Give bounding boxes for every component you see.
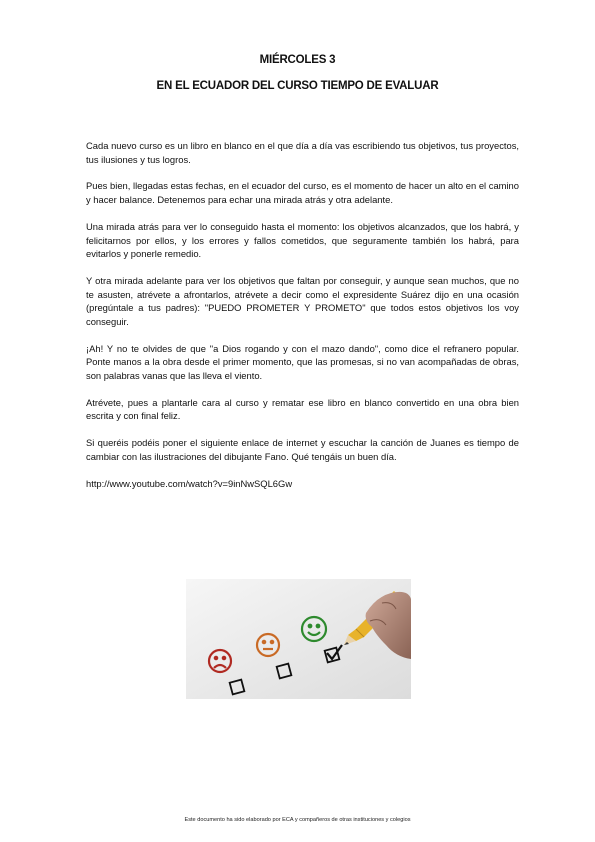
paragraph: Atrévete, pues a plantarle cara al curso y rematar ese libro en blanco convertido en una obra bien escrita y con final feliz. — [86, 396, 519, 422]
paragraph: Pues bien, llegadas estas fechas, en el ecuador del curso, es el momento de hacer un alto en el camino y hacer balance. Detenemos para echar una mirada atrás y otra adelante. — [86, 180, 519, 206]
youtube-link[interactable]: http://www.youtube.com/watch?v=9inNwSQL6Gw — [86, 477, 293, 489]
page-footer: Este documento ha sido elaborado por ECA y compañeros de otras instituciones y colegios — [184, 817, 411, 823]
paragraph: ¡Ah! Y no te olvides de que "a Dios rogando y con el mazo dando", como dice el refranero popular. Ponte manos a la obra desde el primer momento, que las promesas, si no van acompañadas de obras, son palabras vanas que las lleva el viento. — [86, 342, 519, 381]
evaluation-checklist-icon — [186, 579, 411, 699]
article-body — [86, 139, 519, 504]
page-date-title: MIÉRCOLES 3 — [259, 54, 336, 66]
paragraph: Si queréis podéis poner el siguiente enlace de internet y escuchar la canción de Juanes es tiempo de cambiar con las ilustraciones del dibujante Fano. Qué tengáis un buen día. — [86, 437, 519, 462]
paragraph: Y otra mirada adelante para ver los objetivos que faltan por conseguir, y aunque sean muchos, que no te asusten, atrévete a afrontarlos, atrévete a decir como el expresidente Suárez dijo en una ocasión (pregúntale a tus padres): "PUEDO PROMETER Y PROMETO" que todos estos objetivos los voy conseguir. — [86, 275, 519, 327]
page-subtitle: EN EL ECUADOR DEL CURSO TIEMPO DE EVALUAR — [156, 80, 439, 92]
paragraph: Una mirada atrás para ver lo conseguido hasta el momento: los objetivos alcanzados, que los habrá, y felicitarnos por ellos, y los errores y fallos cometidos, que seguramente también los habrá, para evitarlos y ponerle remedio. — [86, 220, 519, 260]
paragraph: Cada nuevo curso es un libro en blanco en el que día a día vas escribiendo tus objetivos, tus proyectos, tus ilusiones y tus logros. — [86, 140, 519, 165]
